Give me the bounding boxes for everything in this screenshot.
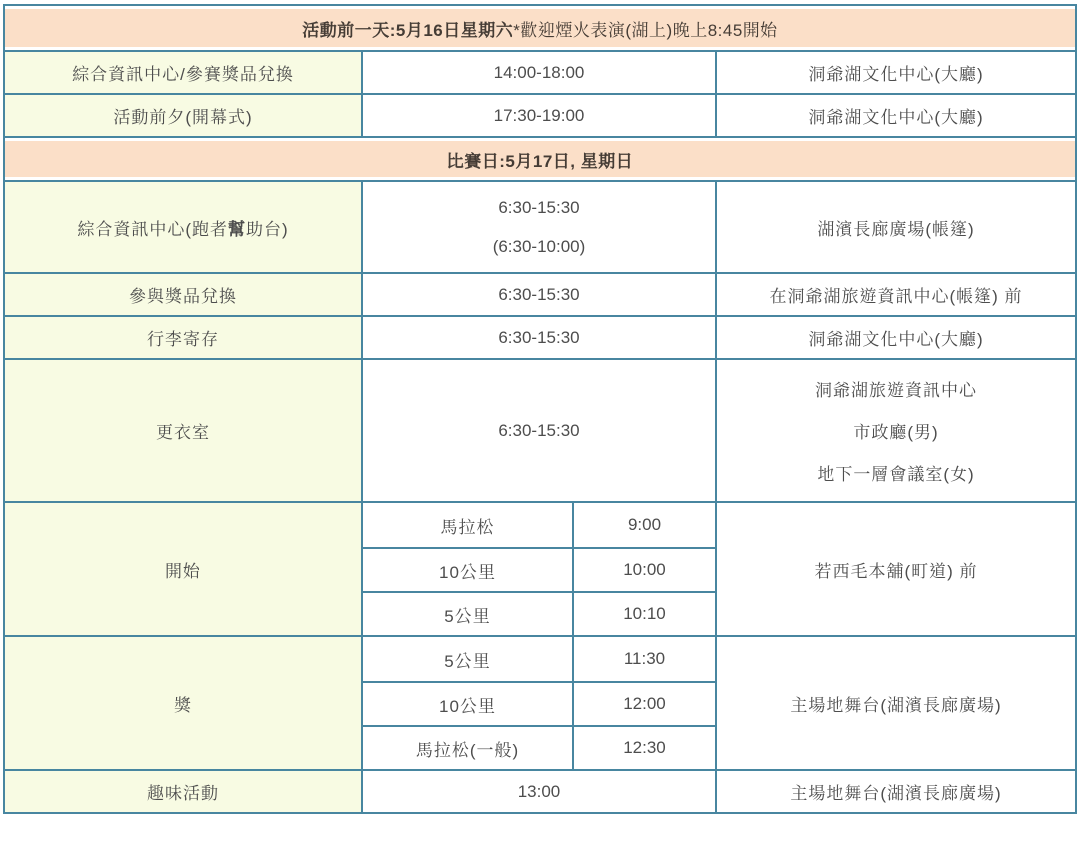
table-row-changing-room [5, 358, 1075, 501]
section-header-pre-event [5, 6, 1075, 50]
race-name-cell: 10公里 [363, 683, 574, 725]
race-name-cell: 馬拉松 [363, 503, 574, 547]
row-time-cell: 14:00-18:00 [363, 52, 717, 93]
subtable-row-10km [363, 681, 715, 725]
race-name-cell: 5公里 [363, 593, 574, 635]
row-label-cell: 更衣室 [5, 360, 363, 501]
location-line: 市政廳(男) [853, 422, 939, 442]
race-time-cell: 12:00 [623, 694, 666, 713]
label-text-post: 助台) [246, 219, 289, 239]
row-location-cell: 在洞爺湖旅遊資訊中心(帳篷) 前 [769, 287, 1023, 306]
row-location-cell: 洞爺湖文化中心(大廳) [808, 65, 984, 84]
race-time-cell: 10:10 [623, 604, 666, 623]
location-line: 洞爺湖旅遊資訊中心 [815, 381, 977, 401]
start-times-subtable [363, 503, 717, 635]
row-time-cell: 6:30-15:30 [363, 360, 717, 501]
subtable-row-10km [363, 547, 715, 591]
row-label-cell: 獎 [5, 637, 363, 769]
row-label-cell: 趣味活動 [5, 771, 363, 812]
row-label-cell: 開始 [5, 503, 363, 635]
table-row-opening-ceremony [5, 93, 1075, 136]
subtable-row-5km [363, 591, 715, 635]
race-name-cell: 10公里 [363, 549, 574, 591]
row-label-cell: 參與獎品兌換 [5, 274, 363, 315]
row-location-cell: 洞爺湖文化中心(大廳) [808, 108, 984, 127]
race-time-cell: 12:30 [623, 738, 666, 757]
table-row-start-times [5, 501, 1075, 635]
race-time-cell: 11:30 [623, 649, 666, 668]
race-time-cell: 10:00 [623, 560, 666, 579]
row-label-cell: 行李寄存 [5, 317, 363, 358]
race-name-cell: 5公里 [363, 637, 574, 681]
subtable-row-5km [363, 637, 715, 681]
table-row-awards [5, 635, 1075, 769]
race-time-cell: 9:00 [627, 515, 662, 534]
table-row-runner-help-desk [5, 180, 1075, 272]
row-location-cell: 若西毛本舖(町道) 前 [814, 561, 978, 581]
time-main: 6:30-15:30 [498, 197, 580, 217]
row-location-cell: 湖濱長廊廣場(帳篷) [817, 219, 975, 239]
row-time-cell: 13:00 [363, 771, 717, 812]
row-location-cell: 主場地舞台(湖濱長廊廣場) [790, 695, 1002, 715]
table-row-souvenir-exchange [5, 272, 1075, 315]
label-text-bold: 幫 [228, 219, 246, 239]
row-location-cell: 主場地舞台(湖濱長廊廣場) [790, 784, 1002, 803]
location-line: 地下一層會議室(女) [817, 464, 975, 484]
row-label-cell [5, 182, 363, 272]
race-name-cell: 馬拉松(一般) [363, 727, 574, 769]
time-sub: (6:30-10:00) [492, 236, 586, 256]
awards-subtable [363, 637, 717, 769]
row-time-cell: 6:30-15:30 [363, 274, 717, 315]
row-location-cell: 洞爺湖文化中心(大廳) [808, 330, 984, 349]
row-time-cell: 17:30-19:00 [363, 95, 717, 136]
row-time-cell [363, 182, 717, 272]
section-header-pre-event-date: 活動前一天:5月16日星期六 [302, 20, 514, 40]
row-label-cell: 綜合資訊中心/參賽獎品兌換 [5, 52, 363, 93]
section-header-pre-event-note: *歡迎煙火表演(湖上)晚上8:45開始 [513, 20, 778, 40]
row-time-cell: 6:30-15:30 [363, 317, 717, 358]
section-header-race-day-date: 比賽日:5月17日, 星期日 [446, 151, 634, 171]
table-row-info-center-exchange [5, 50, 1075, 93]
subtable-row-marathon [363, 503, 715, 547]
table-row-baggage-storage [5, 315, 1075, 358]
schedule-table [3, 4, 1077, 814]
subtable-row-marathon-general [363, 725, 715, 769]
table-row-fun-event [5, 769, 1075, 812]
row-label-cell: 活動前夕(開幕式) [5, 95, 363, 136]
label-text-pre: 綜合資訊中心(跑者 [77, 219, 228, 239]
section-header-race-day [5, 136, 1075, 180]
row-location-cell [717, 360, 1075, 501]
